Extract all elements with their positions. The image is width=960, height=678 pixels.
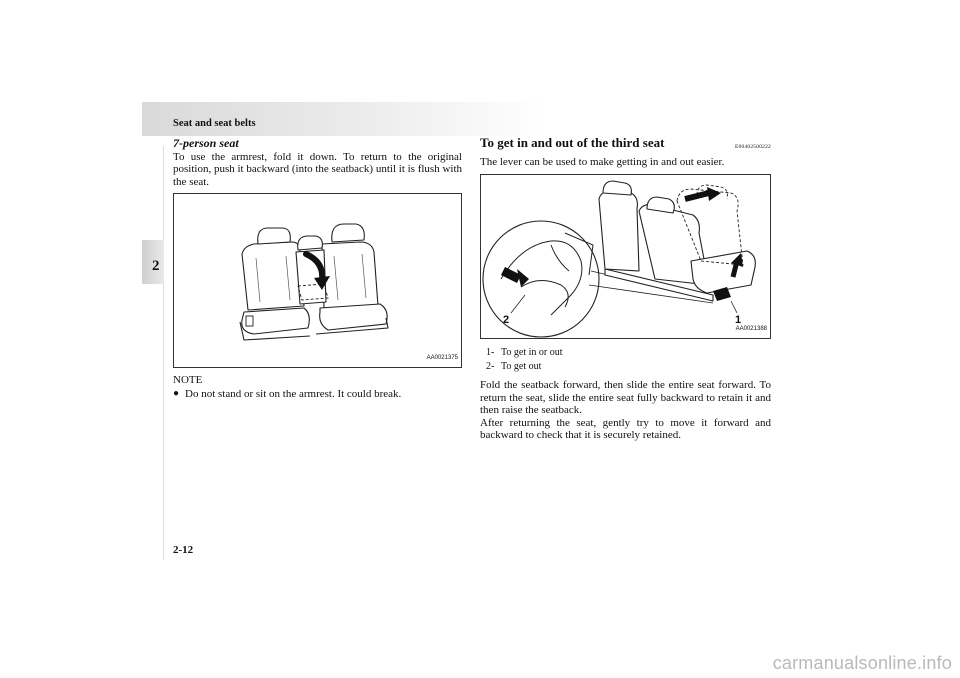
bullet-icon: ●	[173, 387, 180, 399]
caption-text: To get out	[501, 360, 542, 372]
section-code: E00402500222	[734, 144, 771, 150]
lever-intro: The lever can be used to make getting in and out easier.	[480, 155, 725, 168]
page-number: 2-12	[173, 544, 194, 556]
callout-2: 2	[503, 314, 510, 326]
note-text: Do not stand or sit on the armrest. It could break.	[185, 387, 402, 400]
caption-item	[486, 361, 771, 374]
note-label: NOTE	[173, 374, 203, 386]
figure-captions	[480, 347, 771, 373]
left-column	[173, 137, 462, 400]
right-column	[480, 137, 771, 442]
section-heading	[480, 137, 771, 150]
caption-text: To get in or out	[501, 347, 563, 358]
rear-seat-illustration	[174, 194, 461, 367]
chapter-number: 2	[152, 258, 160, 274]
figure-code: AA0021388	[735, 325, 767, 332]
armrest-instructions: To use the armrest, fold it down. To return to the original position, push it backward (into the seatback) until it is flush with the seat.	[173, 150, 463, 188]
third-seat-figure	[480, 174, 771, 339]
note-item	[173, 388, 462, 401]
caption-number: 1-	[486, 347, 495, 358]
callout-1: 1	[735, 314, 742, 326]
seat-instructions: Fold the seatback forward, then slide the entire seat forward. To return the seat, slide the entire seat fully backward to retain it and then raise the seatback.	[480, 379, 771, 416]
caption-number: 2-	[486, 360, 495, 372]
caption-item	[486, 347, 771, 360]
armrest-figure	[173, 193, 462, 368]
watermark: carmanualsonline.info	[772, 653, 952, 673]
chapter-divider	[163, 146, 164, 560]
seat-check-instructions: After returning the seat, gently try to move it forward and backward to check that it is securely retained.	[480, 416, 771, 441]
subheading-7-person-seat: 7-person seat	[173, 136, 239, 150]
heading-text: To get in and out of the third seat	[480, 135, 665, 150]
third-seat-illustration	[481, 175, 770, 338]
figure-code: AA0021375	[426, 354, 458, 361]
section-title: Seat and seat belts	[173, 118, 256, 129]
